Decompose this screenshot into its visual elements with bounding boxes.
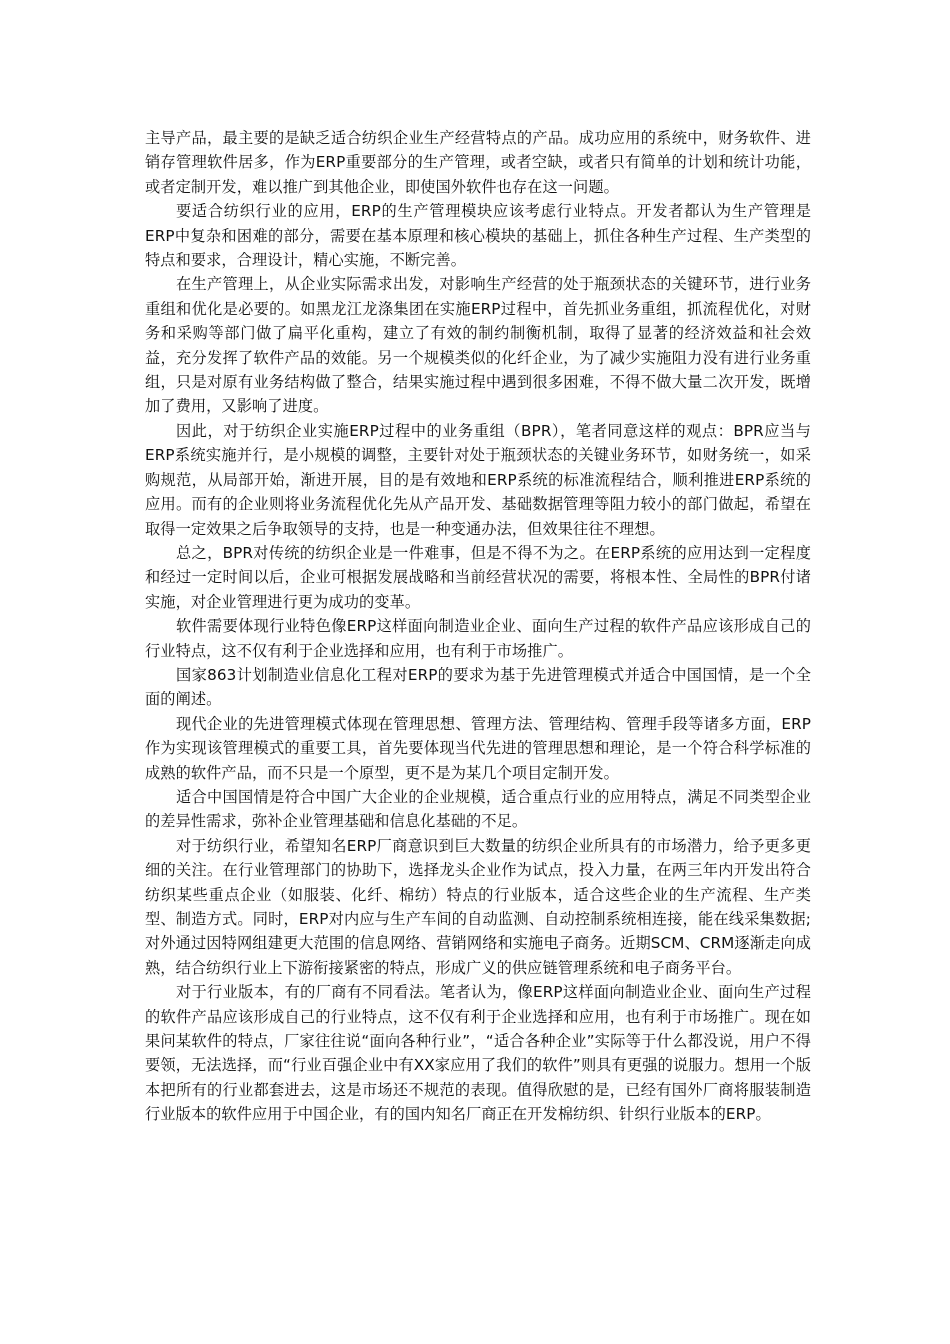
paragraph-1: 主导产品，最主要的是缺乏适合纺织企业生产经营特点的产品。成功应用的系统中，财务软件、进销存管理软件居多，作为ERP重要部分的生产管理，或者空缺，或者只有简单的计划和统计功能，或者定制开发，难以推广到其他企业，即使国外软件也存在这一问题。 [145, 129, 811, 196]
paragraph-7: 国家863计划制造业信息化工程对ERP的要求为基于先进管理模式并适合中国国情，是一个全面的阐述。 [145, 665, 811, 709]
paragraph-4: 因此，对于纺织企业实施ERP过程中的业务重组（BPR），笔者同意这样的观点：BPR应当与ERP系统实施并行，是小规模的调整，主要针对处于瓶颈状态的关键业务环节，如财务统一，如采购规范，从局部开始，渐进开展，目的是有效地和ERP系统的标准流程结合，顺利推进ERP系统的应用。而有的企业则将业务流程优化先从产品开发、基础数据管理等阻力较小的部门做起，希望在取得一定效果之后争取领导的支持，也是一种变通办法，但效果往往不理想。 [145, 421, 811, 538]
body-text [145, 126, 811, 1127]
paragraph-3: 在生产管理上，从企业实际需求出发，对影响生产经营的处于瓶颈状态的关键环节，进行业务重组和优化是必要的。如黑龙江龙涤集团在实施ERP过程中，首先抓业务重组，抓流程优化，对财务和采购等部门做了扁平化重构，建立了有效的制约制衡机制，取得了显著的经济效益和社会效益，充分发挥了软件产品的效能。另一个规模类似的化纤企业，为了减少实施阻力没有进行业务重组，只是对原有业务结构做了整合，结果实施过程中遇到很多困难，不得不做大量二次开发，既增加了费用，又影响了进度。 [145, 275, 811, 416]
paragraph-2: 要适合纺织行业的应用，ERP的生产管理模块应该考虑行业特点。开发者都认为生产管理是ERP中复杂和困难的部分，需要在基本原理和核心模块的基础上，抓住各种生产过程、生产类型的特点和要求，合理设计，精心实施，不断完善。 [145, 202, 811, 270]
paragraph-10: 对于纺织行业，希望知名ERP厂商意识到巨大数量的纺织企业所具有的市场潜力，给予更多更细的关注。在行业管理部门的协助下，选择龙头企业作为试点，投入力量，在两三年内开发出符合纺织某些重点企业（如服装、化纤、棉纺）特点的行业版本，适合这些企业的生产流程、生产类型、制造方式。同时，ERP对内应与生产车间的自动监测、自动控制系统相连接，能在线采集数据;对外通过因特网组建更大范围的信息网络、营销网络和实施电子商务。近期SCM、CRM逐渐走向成熟，结合纺织行业上下游衔接紧密的特点，形成广义的供应链管理系统和电子商务平台。 [145, 836, 811, 977]
paragraph-11: 对于行业版本，有的厂商有不同看法。笔者认为，像ERP这样面向制造业企业、面向生产过程的软件产品应该形成自己的行业特点，这不仅有利于企业选择和应用，也有利于市场推广。现在如果问某软件的特点，厂家往往说“面向各种行业”，“适合各种企业”实际等于什么都没说，用户不得要领，无法选择，而“行业百强企业中有XX家应用了我们的软件”则具有更强的说服力。想用一个版本把所有的行业都套进去，这是市场还不规范的表现。值得欣慰的是，已经有国外厂商将服装制造行业版本的软件应用于中国企业，有的国内知名厂商正在开发棉纺织、针织行业版本的ERP。 [145, 983, 811, 1124]
paragraph-6: 软件需要体现行业特色像ERP这样面向制造业企业、面向生产过程的软件产品应该形成自己的行业特点，这不仅有利于企业选择和应用，也有利于市场推广。 [145, 617, 811, 660]
paragraph-8: 现代企业的先进管理模式体现在管理思想、管理方法、管理结构、管理手段等诸多方面，ERP作为实现该管理模式的重要工具，首先要体现当代先进的管理思想和理论，是一个符合科学标准的成熟的软件产品，而不只是一个原型，更不是为某几个项目定制开发。 [145, 714, 811, 782]
paragraph-5: 总之，BPR对传统的纺织企业是一件难事，但是不得不为之。在ERP系统的应用达到一定程度和经过一定时间以后，企业可根据发展战略和当前经营状况的需要，将根本性、全局性的BPR付诸实施，对企业管理进行更为成功的变革。 [145, 543, 811, 611]
paragraph-9: 适合中国国情是符合中国广大企业的企业规模，适合重点行业的应用特点，满足不同类型企业的差异性需求，弥补企业管理基础和信息化基础的不足。 [145, 787, 811, 831]
